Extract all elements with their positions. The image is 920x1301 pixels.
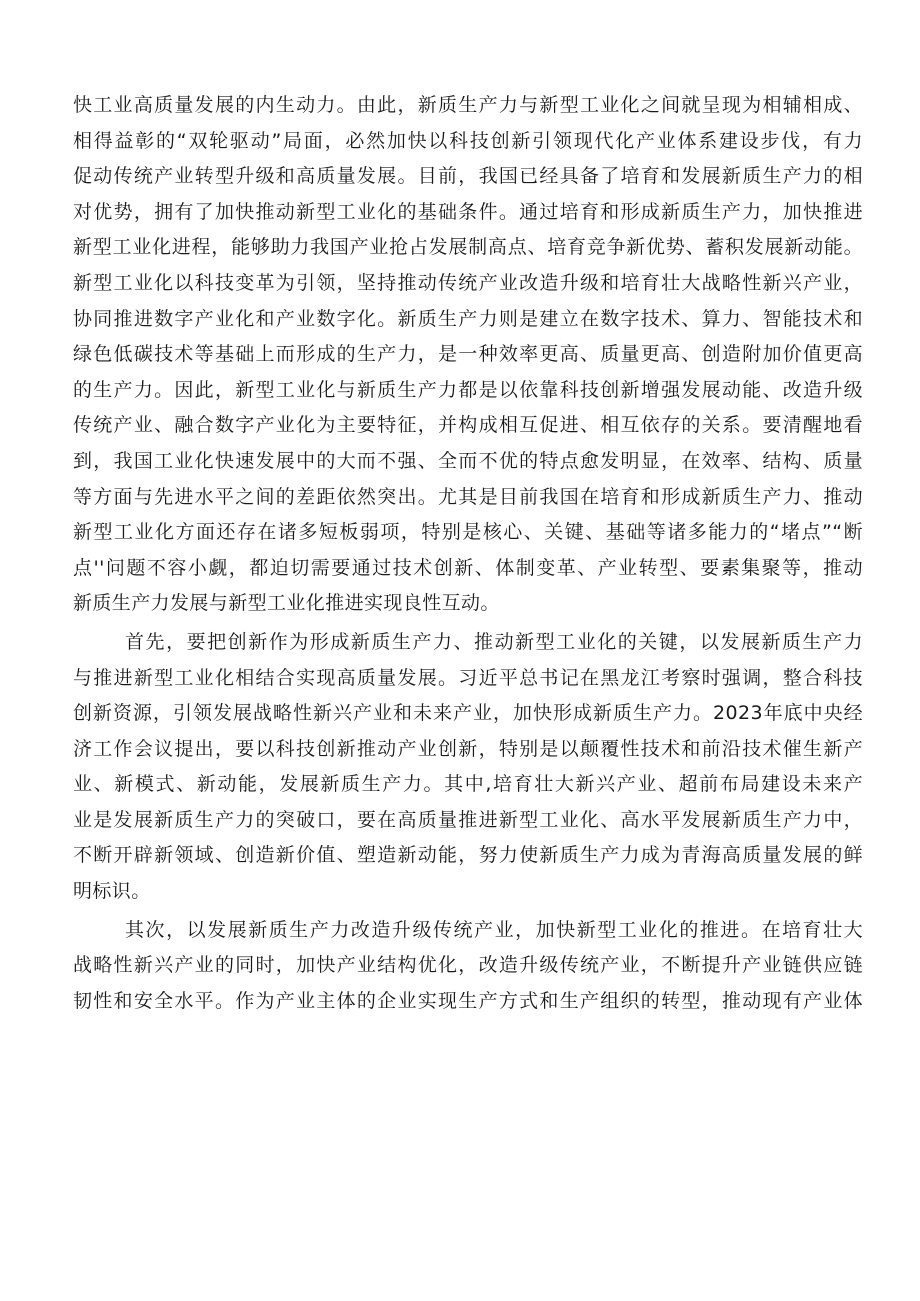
text-line: 点''问题不容小觑，都迫切需要通过技术创新、体制变革、产业转型、要素集聚等，推动 <box>73 556 863 579</box>
paragraph-1 <box>73 88 863 622</box>
text-line: 到，我国工业化快速发展中的大而不强、全而不优的特点愈发明显，在效率、结构、质量 <box>73 449 863 472</box>
text-line: 绿色低碳技术等基础上而形成的生产力，是一种效率更高、质量更高、创造附加价值更高 <box>73 343 863 366</box>
text-line: 新型工业化以科技变革为引领，坚持推动传统产业改造升级和培育壮大战略性新兴产业， <box>73 271 863 294</box>
text-line: 明标识。 <box>73 880 151 903</box>
text-line: 快工业高质量发展的内生动力。由此，新质生产力与新型工业化之间就呈现为相辅相成、 <box>73 94 863 116</box>
text-line: 促动传统产业转型升级和高质量发展。目前，我国已经具备了培育和发展新质生产力的相 <box>73 165 863 188</box>
paragraph-3 <box>73 913 863 1020</box>
text-line: 业、新模式、新动能，发展新质生产力。其中,培育壮大新兴产业、超前布局建设未来产 <box>73 773 863 796</box>
text-line: 相得益彰的“双轮驱动”局面，必然加快以科技创新引领现代化产业体系建设步伐，有力 <box>73 129 863 152</box>
text-line: 其次，以发展新质生产力改造升级传统产业，加快新型工业化的推进。在培育壮大 <box>125 918 863 941</box>
text-line: 等方面与先进水平之间的差距依然突出。尤其是目前我国在培育和形成新质生产力、推动 <box>73 485 863 508</box>
text-line: 新质生产力发展与新型工业化推进实现良性互动。 <box>73 592 500 615</box>
text-line: 对优势，拥有了加快推动新型工业化的基础条件。通过培育和形成新质生产力，加快推进 <box>73 200 863 223</box>
text-line: 不断开辟新领域、创造新价值、塑造新动能，努力使新质生产力成为青海高质量发展的鲜 <box>73 844 863 867</box>
text-line: 韧性和安全水平。作为产业主体的企业实现生产方式和生产组织的转型，推动现有产业体 <box>73 989 863 1012</box>
text-line: 新型工业化进程，能够助力我国产业抢占发展制高点、培育竞争新优势、蓄积发展新动能。 <box>73 236 863 259</box>
paragraph-2 <box>73 625 863 910</box>
text-line: 与推进新型工业化相结合实现高质量发展。习近平总书记在黑龙江考察时强调，整合科技 <box>73 666 863 689</box>
text-line: 战略性新兴产业的同时，加快产业结构优化，改造升级传统产业，不断提升产业链供应链 <box>73 954 863 977</box>
text-line: 业是发展新质生产力的突破口，要在高质量推进新型工业化、高水平发展新质生产力中， <box>73 808 863 831</box>
text-line: 的生产力。因此，新型工业化与新质生产力都是以依靠科技创新增强发展动能、改造升级 <box>73 378 863 401</box>
text-line: 首先，要把创新作为形成新质生产力、推动新型工业化的关键，以发展新质生产力 <box>125 630 863 653</box>
text-line: 济工作会议提出，要以科技创新推动产业创新，特别是以颠覆性技术和前沿技术催生新产 <box>73 737 863 760</box>
text-line: 协同推进数字产业化和产业数字化。新质生产力则是建立在数字技术、算力、智能技术和 <box>73 307 863 330</box>
text-line: 新型工业化方面还存在诸多短板弱项，特别是核心、关键、基础等诸多能力的“堵点”“断 <box>73 521 863 544</box>
text-line: 创新资源，引领发展战略性新兴产业和未来产业，加快形成新质生产力。2023年底中央经 <box>73 702 863 725</box>
text-line: 传统产业、融合数字产业化为主要特征，并构成相互促进、相互依存的关系。要清醒地看 <box>73 414 863 437</box>
document-body <box>73 88 863 1019</box>
